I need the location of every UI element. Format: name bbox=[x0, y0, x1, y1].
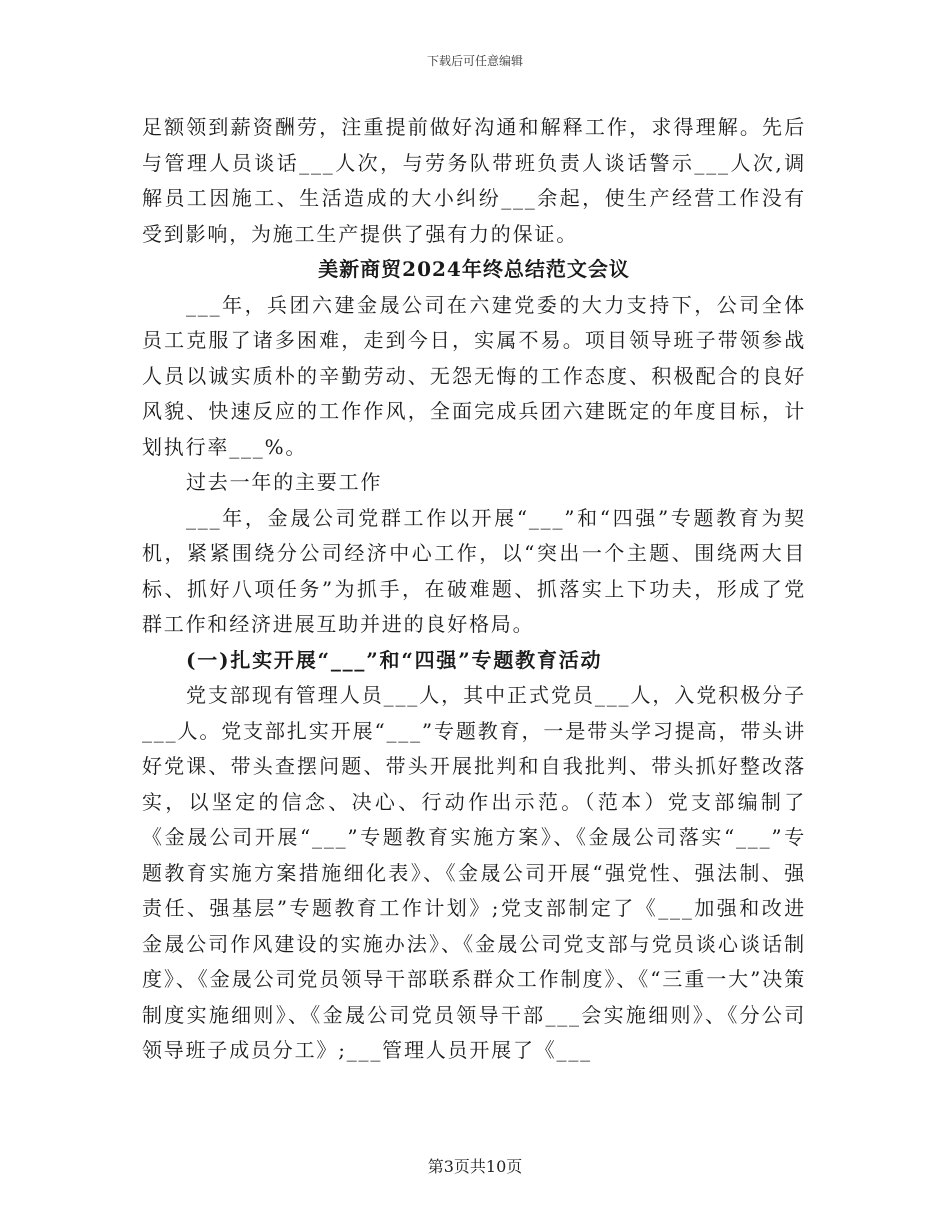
document-title: 美新商贸2024年终总结范文会议 bbox=[318, 257, 630, 281]
section-heading-1: (一)扎实开展“___”和“四强”专题教育活动 bbox=[186, 647, 603, 672]
page-number: 第3页共10页 bbox=[427, 1157, 523, 1176]
paragraph-party-branch: 党支部现有管理人员___人，其中正式党员___人，入党积极分子___人。党支部扎实开展“___”专题教育，一是带头学习提高，带头讲好党课、带头查摆问题、带头开展批判和自我批判、带头抓好整改落实，以坚定的信念、决心、行动作出示范。（范本）党支部编制了《金晟公司开展“___”专题教育实施方案》、《金晟公司落实“___”专题教育实施方案措施细化表》、《金晟公司开展“强党性、强法制、强责任、强基层”专题教育工作计划》;党支部制定了《___加强和改进金晟公司作风建设的实施办法》、《金晟公司党支部与党员谈心谈话制度》、《金晟公司党员领导干部联系群众工作制度》、《“三重一大”决策制度实施细则》、《金晟公司党员领导干部___会实施细则》、《分公司领导班子成员分工》;___管理人员开展了《___ bbox=[142, 683, 806, 1062]
header-note: 下载后可任意编辑 bbox=[426, 54, 523, 68]
paragraph-continuation: 足额领到薪资酬劳，注重提前做好沟通和解释工作，求得理解。先后与管理人员谈话___人次，与劳务队带班负责人谈话警示___人次,调解员工因施工、生活造成的大小纠纷___余起，使生产经营工作没有受到影响，为施工生产提供了强有力的保证。 bbox=[142, 115, 806, 246]
document-body bbox=[142, 110, 806, 1069]
paragraph-overview: ___年，金晟公司党群工作以开展“___”和“四强”专题教育为契机，紧紧围绕分公司经济中心工作，以“突出一个主题、围绕两大目标、抓好八项任务”为抓手，在破难题、抓落实上下功夫，形成了党群工作和经济进展互助并进的良好格局。 bbox=[142, 505, 806, 636]
paragraph-intro: ___年，兵团六建金晟公司在六建党委的大力支持下，公司全体员工克服了诸多困难，走到今日，实属不易。项目领导班子带领参战人员以诚实质朴的辛勤劳动、无怨无悔的工作态度、积极配合的良好风貌、快速反应的工作作风，全面完成兵团六建既定的年度目标，计划执行率___%。 bbox=[142, 292, 806, 459]
section-label-main-work: 过去一年的主要工作 bbox=[186, 470, 383, 494]
